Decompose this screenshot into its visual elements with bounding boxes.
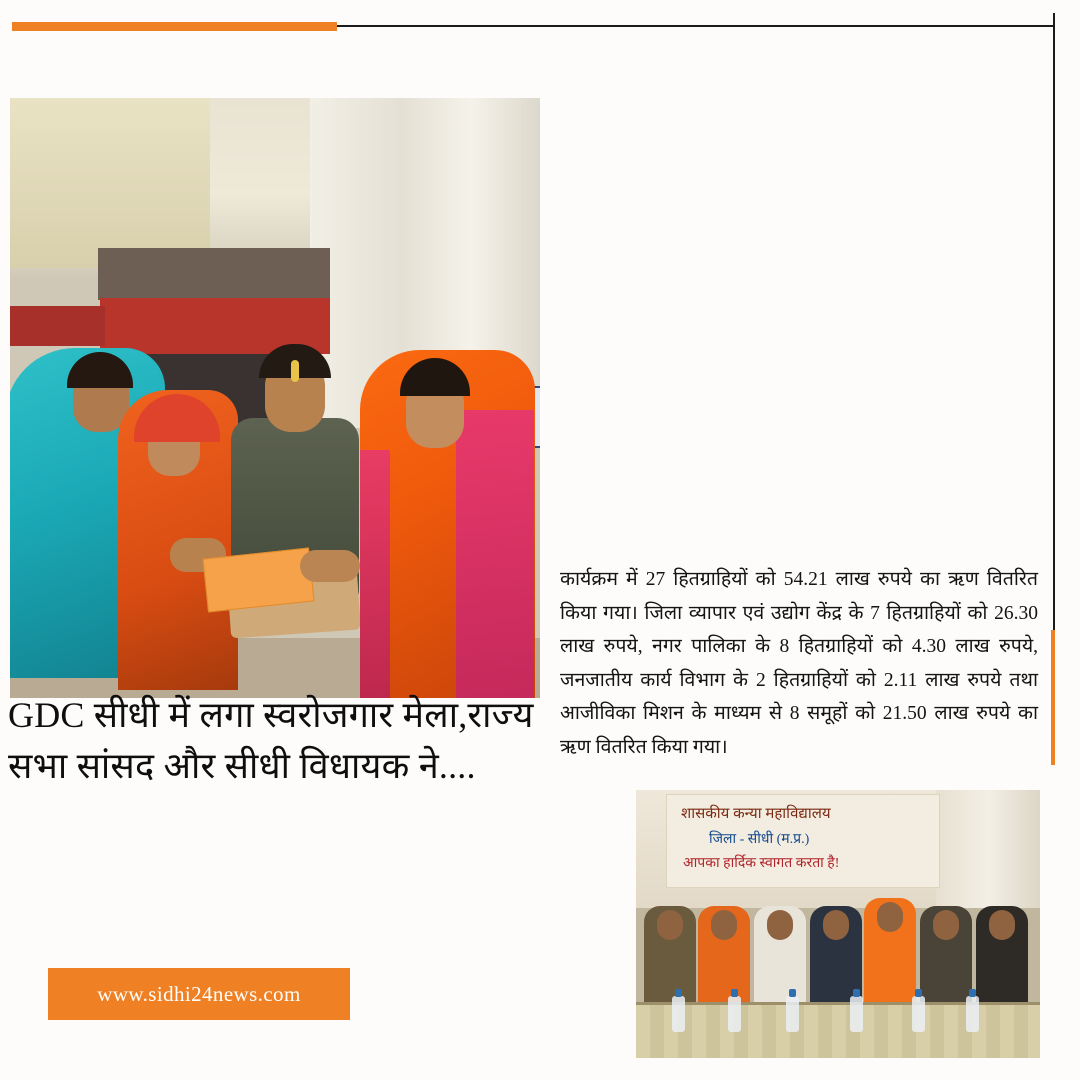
person-male-tilak bbox=[291, 360, 299, 382]
water-bottle bbox=[912, 996, 925, 1032]
person-orange-left-veil bbox=[134, 394, 220, 442]
seated-guest bbox=[698, 906, 750, 1002]
seated-guest bbox=[920, 906, 972, 1002]
seated-guest-head bbox=[989, 910, 1015, 940]
event-banner-line-2: जिला - सीधी (म.प्र.) bbox=[709, 832, 810, 847]
person-orange-right-drape bbox=[360, 450, 390, 698]
right-accent-bar bbox=[1051, 630, 1055, 765]
person-orange-saree-right bbox=[360, 350, 535, 698]
water-bottle bbox=[850, 996, 863, 1032]
secondary-photo bbox=[636, 790, 1040, 1058]
event-banner bbox=[666, 794, 940, 888]
website-url-button[interactable]: www.sidhi24news.com bbox=[48, 968, 350, 1020]
seated-guest-head bbox=[657, 910, 683, 940]
top-divider-line bbox=[337, 25, 1054, 27]
article-body: कार्यक्रम में 27 हितग्राहियों को 54.21 लाख रुपये का ऋण वितरित किया गया। जिला व्यापार एवं उद्योग केंद्र के 7 हितग्राहियों को 26.30 लाख रुपये, नगर पालिका के 8 हितग्राहियों को 4.30 लाख रुपये, जनजातीय कार्य विभाग के 2 हितग्राहियों को 2.11 लाख रुपये तथा आजीविका मिशन के माध्यम से 8 समूहों को 21.50 लाख रुपये का ऋण वितरित किया गया। bbox=[560, 569, 1038, 758]
person-orange-right-hair bbox=[400, 358, 470, 396]
event-banner-line-3: आपका हार्दिक स्वागत करता है! bbox=[683, 856, 840, 871]
hand-giving bbox=[300, 550, 360, 582]
seated-guest-head bbox=[823, 910, 849, 940]
person-orange-right-pallu bbox=[456, 410, 534, 698]
seated-guest-head bbox=[933, 910, 959, 940]
seated-guest-head bbox=[877, 902, 903, 932]
person-teal-hair bbox=[67, 352, 133, 388]
person-male-guest bbox=[225, 338, 365, 698]
secondary-photo-table bbox=[636, 1002, 1040, 1058]
hero-photo-wall bbox=[10, 98, 210, 268]
hero-photo bbox=[10, 98, 540, 698]
top-accent-bar bbox=[12, 22, 337, 31]
event-banner-line-1: शासकीय कन्या महाविद्यालय bbox=[681, 806, 831, 822]
water-bottle bbox=[966, 996, 979, 1032]
water-bottle bbox=[728, 996, 741, 1032]
seated-guest bbox=[644, 906, 696, 1002]
seated-guest-head bbox=[767, 910, 793, 940]
water-bottle bbox=[786, 996, 799, 1032]
seated-guest bbox=[810, 906, 862, 1002]
hero-photo-beam-red-left bbox=[10, 306, 105, 346]
headline: GDC सीधी में लगा स्वरोजगार मेला,राज्य सभा सांसद और सीधी विधायक ने.... bbox=[8, 695, 534, 787]
seated-guest bbox=[754, 906, 806, 1002]
seated-guest-head bbox=[711, 910, 737, 940]
water-bottle bbox=[672, 996, 685, 1032]
seated-guest bbox=[976, 906, 1028, 1002]
hero-photo-beam-dark bbox=[98, 248, 330, 300]
secondary-photo-curtain bbox=[936, 790, 1040, 912]
seated-guest bbox=[864, 898, 916, 1002]
loan-certificate-envelope bbox=[202, 548, 314, 613]
